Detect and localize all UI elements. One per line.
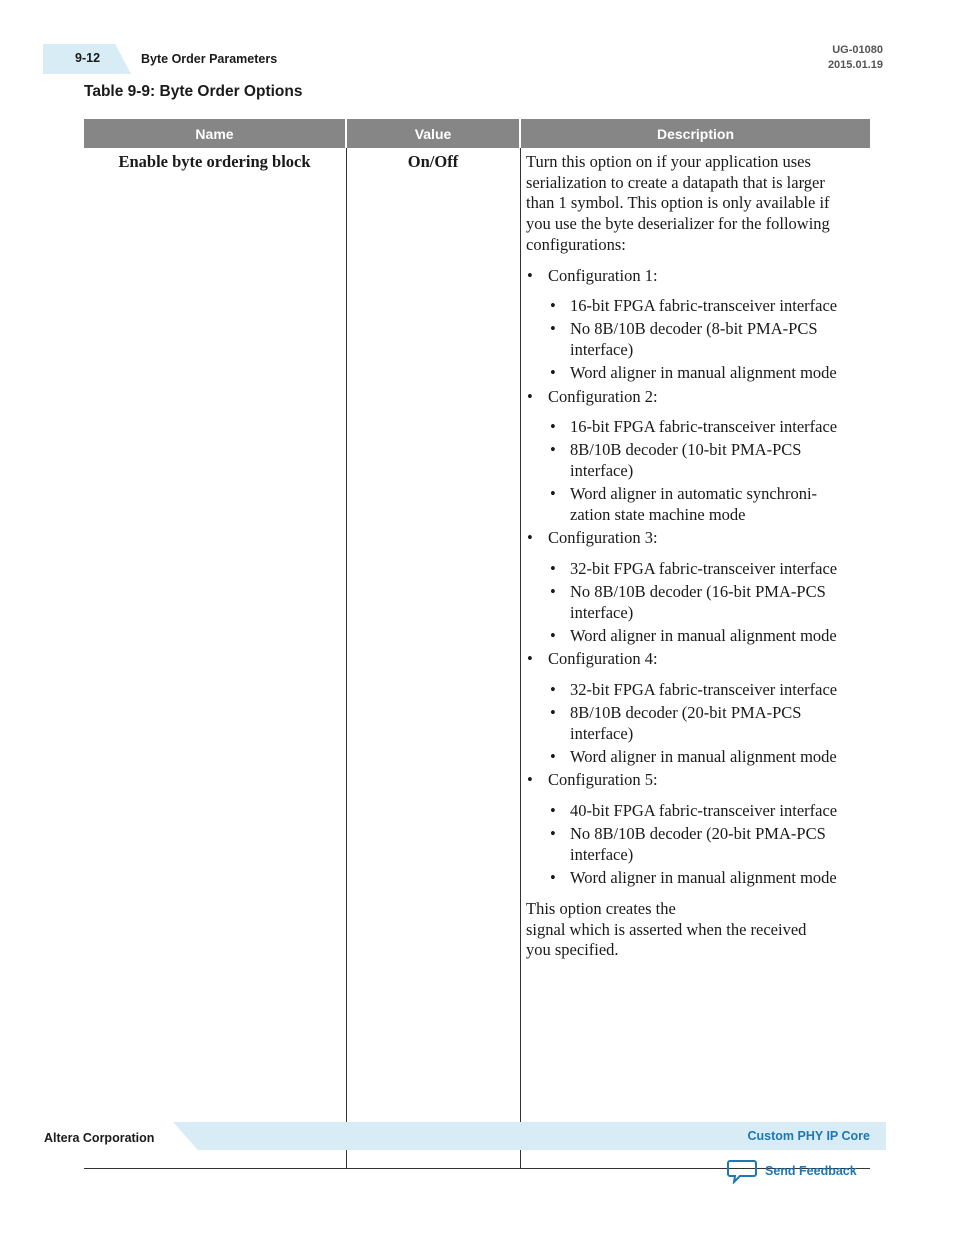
column-divider [520, 148, 521, 1169]
config-item [526, 266, 846, 385]
config-item [526, 387, 846, 526]
config-detail: • No 8B/10B decoder (16-bit PMA-PCS interface) [548, 582, 846, 623]
closing-line: This option creates the [526, 898, 676, 918]
config-detail: • Word aligner in automatic synchroni-zation state machine mode [548, 484, 846, 525]
config-detail: • Word aligner in manual alignment mode [548, 868, 846, 889]
closing-line: you specified. [526, 940, 619, 960]
feedback-bubble-icon [727, 1158, 757, 1184]
send-feedback-label[interactable]: Send Feedback [765, 1164, 857, 1178]
config-label: • Configuration 1: [548, 265, 658, 285]
config-detail: • 32-bit FPGA fabric-transceiver interface [548, 680, 846, 701]
column-header-value: Value [347, 119, 519, 148]
doc-meta [828, 43, 883, 73]
section-title: Byte Order Parameters [141, 52, 278, 66]
config-detail: • 16-bit FPGA fabric-transceiver interface [548, 296, 846, 317]
config-item [526, 649, 846, 768]
config-detail: • 8B/10B decoder (10-bit PMA-PCS interface) [548, 440, 846, 481]
config-item [526, 528, 846, 647]
column-header-name: Name [84, 119, 345, 148]
config-detail: • Word aligner in manual alignment mode [548, 363, 846, 384]
footer-doc-title[interactable]: Custom PHY IP Core [747, 1129, 870, 1143]
config-label: • Configuration 5: [548, 770, 658, 790]
closing-line: signal which is asserted when the received [526, 919, 807, 939]
config-label: • Configuration 2: [548, 386, 658, 406]
config-detail: • Word aligner in manual alignment mode [548, 747, 846, 768]
table-caption: Table 9-9: Byte Order Options [84, 83, 303, 100]
doc-date: 2015.01.19 [827, 59, 883, 71]
cell-name: Enable byte ordering block [118, 152, 311, 171]
footer-company: Altera Corporation [44, 1131, 155, 1145]
config-detail: • No 8B/10B decoder (20-bit PMA-PCS interface) [548, 824, 846, 865]
config-detail: • 16-bit FPGA fabric-transceiver interface [548, 417, 846, 438]
column-header-description: Description [521, 119, 870, 148]
column-divider [346, 148, 347, 1169]
config-detail: • No 8B/10B decoder (8-bit PMA-PCS interface) [548, 319, 846, 360]
config-detail: • 32-bit FPGA fabric-transceiver interface [548, 559, 846, 580]
config-detail: • 40-bit FPGA fabric-transceiver interface [548, 801, 846, 822]
config-item [526, 770, 846, 889]
config-list [526, 266, 846, 889]
description-intro: Turn this option on if your application uses serialization to create a datapath that is larger than 1 symbol. This option is only available if you use the byte deserializer for the following configurations: [526, 152, 830, 254]
cell-description [526, 152, 846, 961]
send-feedback-link[interactable] [727, 1158, 857, 1184]
config-detail: • Word aligner in manual alignment mode [548, 626, 846, 647]
config-label: • Configuration 3: [548, 528, 658, 548]
page-number: 9-12 [75, 51, 101, 65]
config-detail: • 8B/10B decoder (20-bit PMA-PCS interface) [548, 703, 846, 744]
cell-value: On/Off [407, 152, 459, 171]
table-header [84, 119, 870, 148]
doc-id: UG-01080 [832, 44, 883, 56]
config-label: • Configuration 4: [548, 649, 658, 669]
